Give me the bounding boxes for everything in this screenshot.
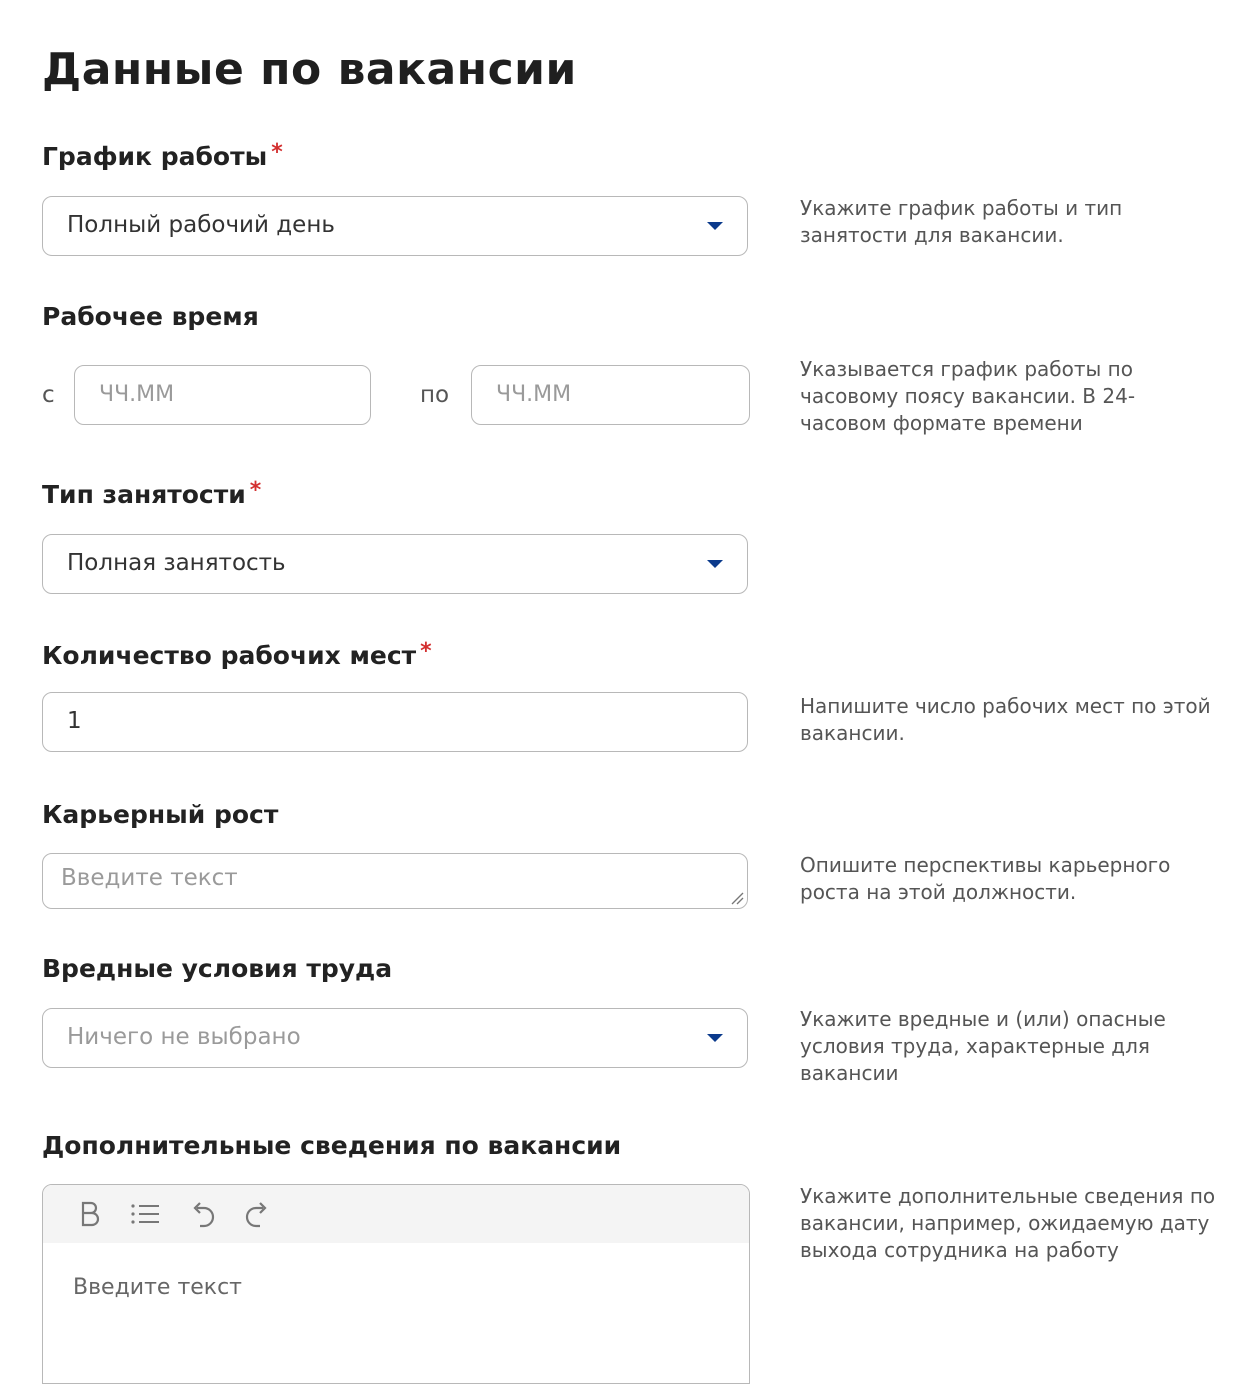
time-from-input[interactable] [74,365,371,425]
time-from-placeholder: ЧЧ.ММ [99,382,175,407]
additional-hint: Укажите дополнительные сведения по вакансии, например, ожидаемую дату выхода сотрудника на работу [800,1184,1216,1262]
chevron-down-icon[interactable] [707,222,723,230]
positions-value: 1 [67,708,82,734]
employment-type-label-text: Тип занятости [42,480,246,509]
schedule-label [42,142,283,171]
harmful-value: Ничего не выбрано [67,1024,301,1050]
employment-type-value: Полная занятость [67,550,286,576]
career-textarea[interactable] [42,853,748,909]
employment-type-label [42,480,261,509]
required-mark: * [271,140,283,165]
redo-icon[interactable] [240,1197,274,1231]
required-mark: * [420,639,432,664]
work-time-label: Рабочее время [42,302,259,331]
required-mark: * [249,478,262,503]
career-placeholder: Введите текст [61,865,238,891]
work-time-hint: Указывается график работы по часовому поясу вакансии. В 24-часовом формате времени [800,357,1136,435]
harmful-label: Вредные условия труда [42,954,393,983]
harmful-hint: Укажите вредные и (или) опасные условия труда, характерные для вакансии [800,1007,1166,1085]
bold-icon[interactable] [73,1197,107,1231]
positions-hint: Напишите число рабочих мест по этой вакансии. [800,694,1211,745]
schedule-hint: Укажите график работы и тип занятости для вакансии. [800,196,1123,247]
from-label: с [42,382,55,408]
undo-icon[interactable] [186,1197,220,1231]
harmful-select[interactable] [42,1008,748,1068]
chevron-down-icon[interactable] [707,560,723,568]
additional-label: Дополнительные сведения по вакансии [42,1131,622,1160]
career-label: Карьерный рост [42,800,279,829]
schedule-value: Полный рабочий день [67,212,335,238]
additional-editor[interactable] [42,1184,750,1384]
schedule-select[interactable] [42,196,748,256]
time-to-placeholder: ЧЧ.ММ [496,382,572,407]
to-label: по [420,382,450,408]
resize-handle-icon[interactable] [730,891,744,905]
editor-toolbar [43,1185,749,1243]
list-icon[interactable] [128,1197,162,1231]
positions-input[interactable] [42,692,748,752]
career-hint: Опишите перспективы карьерного роста на этой должности. [800,853,1171,904]
schedule-label-text: График работы [42,142,268,171]
positions-label-text: Количество рабочих мест [42,641,417,670]
employment-type-select[interactable] [42,534,748,594]
positions-label [42,641,432,670]
page-title: Данные по вакансии [42,44,577,95]
time-to-input[interactable] [471,365,750,425]
additional-placeholder: Введите текст [73,1275,242,1300]
chevron-down-icon[interactable] [707,1034,723,1042]
